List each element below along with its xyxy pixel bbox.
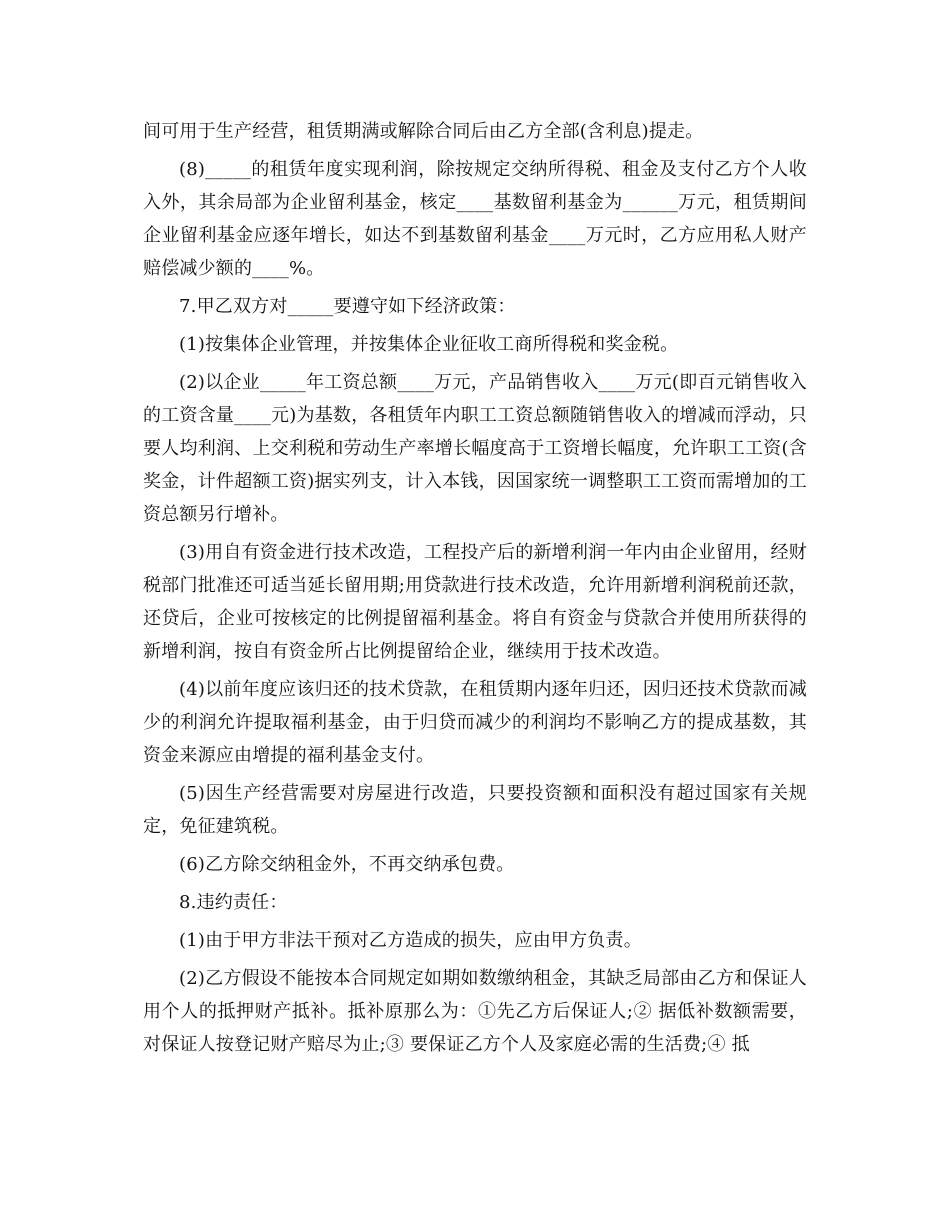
paragraph-policy-5: (5)因生产经营需要对房屋进行改造，只要投资额和面积没有超过国家有关规定，免征建筑税。 [143,783,807,837]
paragraph-section-7: 7.甲乙双方对_____要遵守如下经济政策： [179,296,516,317]
paragraph-policy-3: (3)用自有资金进行技术改造，工程投产后的新增利润一年内由企业留用，经财税部门批准还可适当延长留用期;用贷款进行技术改造，允许用新增利润税前还款，还贷后，企业可按核定的比例提留福利基金。将自有资金与贷款合并使用所获得的新增利润，按自有资金所占比例提留给企业，继续用于技术改造。 [143,542,807,662]
paragraph-clause-8: (8)_____的租赁年度实现利润，除按规定交纳所得税、租金及支付乙方个人收入外，其余局部为企业留利基金，核定____基数留利基金为______万元，租赁期间企业留利基金应逐年增长，如达不到基数留利基金____万元时，乙方应用私人财产赔偿减少额的____%。 [143,159,807,279]
paragraph-liability-2: (2)乙方假设不能按本合同规定如期如数缴纳租金，其缺乏局部由乙方和保证人用个人的抵押财产抵补。抵补原那么为：①先乙方后保证人;② 据低补数额需要，对保证人按登记财产赔尽为止;③ 要保证乙方个人及家庭必需的生活费;④ 抵 [143,968,807,1055]
paragraph-liability-1: (1)由于甲方非法干预对乙方造成的损失，应由甲方负责。 [179,930,642,951]
paragraph-policy-4: (4)以前年度应该归还的技术贷款，在租赁期内逐年归还，因归还技术贷款而减少的利润允许提取福利基金，由于归贷而减少的利润均不影响乙方的提成基数，其资金来源应由增提的福利基金支付。 [143,679,807,766]
paragraph-policy-2: (2)以企业_____年工资总额____万元，产品销售收入____万元(即百元销售收入的工资含量____元)为基数，各租赁年内职工工资总额随销售收入的增减而浮动，只要人均利润、上交利税和劳动生产率增长幅度高于工资增长幅度，允许职工工资(含奖金，计件超额工资)据实列支，计入本钱，因国家统一调整职工工资而需增加的工资总额另行增补。 [143,372,807,525]
paragraph-section-8: 8.违约责任： [179,892,288,913]
document-body [143,115,807,1061]
paragraph-policy-1: (1)按集体企业管理，并按集体企业征收工商所得税和奖金税。 [179,334,679,355]
paragraph-policy-6: (6)乙方除交纳租金外，不再交纳承包费。 [179,854,515,875]
paragraph-continuation: 间可用于生产经营，租赁期满或解除合同后由乙方全部(含利息)提走。 [143,121,704,142]
